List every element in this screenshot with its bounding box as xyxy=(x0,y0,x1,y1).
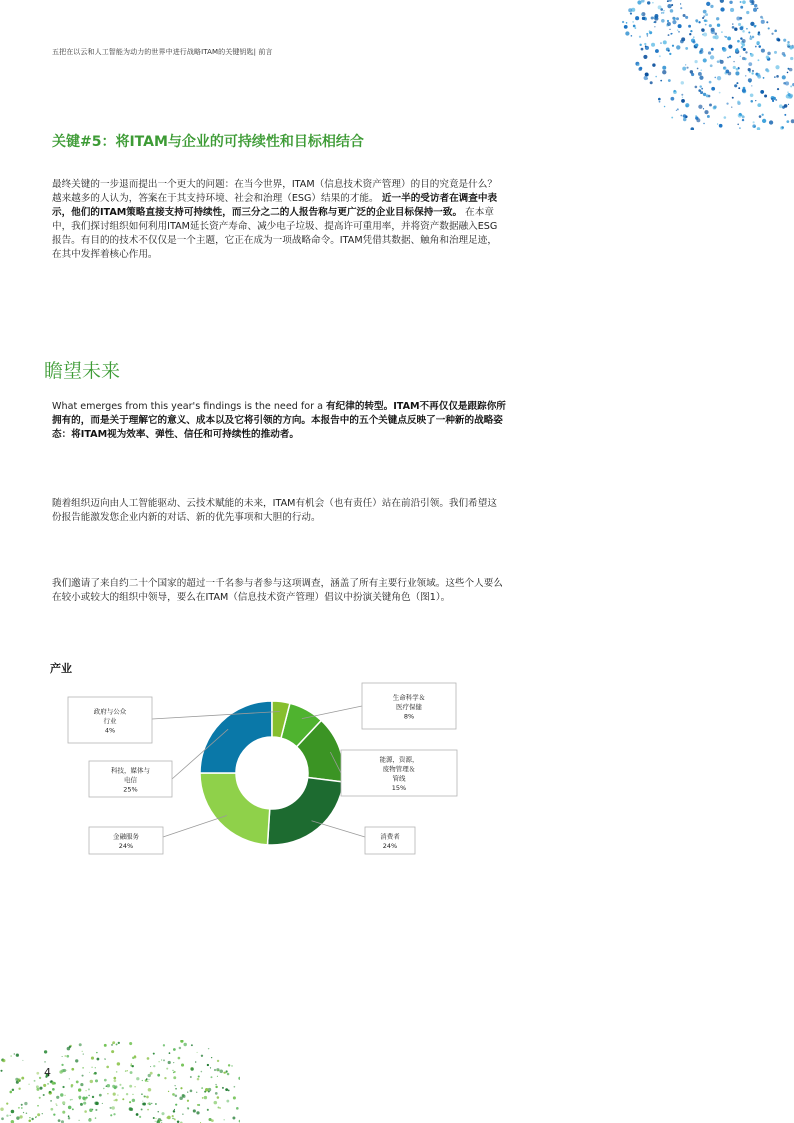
category-label: 科技，媒体与 xyxy=(111,766,150,775)
donut-slice xyxy=(200,701,272,773)
value-label: 25% xyxy=(123,785,138,794)
key5-text-b: 在本章中，我们探讨组织如何利用ITAM延长资产寿命、减少电子垃圾、提高许可重用率，并将资产数据融入ESG报告。有目的的技术不仅仅是一个主题，它正在成为一项战略命令。ITAM凭借其数据、触角和治理足迹，在其中发挥着核心作用。 xyxy=(52,207,498,260)
dotted-swirl-decoration-top xyxy=(510,0,794,130)
category-label: 废物管理＆ xyxy=(382,765,416,773)
value-label: 24% xyxy=(382,842,398,850)
future-p1-bold: 有纪律的转型。ITAM不再仅仅是跟踪你所拥有的，而是关于理解它的意义、成本以及它将引领的方向。本报告中的五个关键点反映了一种新的战略姿态：将ITAM视为效率、弹性、信任和可持续性的推动者。 xyxy=(52,401,506,440)
value-label: 15% xyxy=(391,784,407,792)
donut-slice xyxy=(200,773,270,845)
value-label: 8% xyxy=(403,712,415,721)
category-label: 消费者 xyxy=(380,832,400,841)
future-heading: 瞻望未来 xyxy=(44,360,121,382)
page-number: 4 xyxy=(44,1066,51,1079)
category-label: 政府与公众 xyxy=(93,707,127,716)
running-header: 五把在以云和人工智能为动力的世界中进行战略ITAM的关键钥匙| 前言 xyxy=(52,48,273,56)
industry-donut-chart xyxy=(0,670,794,900)
value-label: 24% xyxy=(118,842,134,850)
future-paragraph-1 xyxy=(52,400,506,442)
category-label: 电信 xyxy=(124,775,137,784)
leader-line xyxy=(312,821,365,837)
category-label: 金融服务 xyxy=(113,832,139,841)
key5-heading: 关键#5：将ITAM与企业的可持续性和目标相结合 xyxy=(52,134,364,150)
category-label: 生命科学＆ xyxy=(392,693,426,702)
key5-text-a: 最终关键的一步退而提出一个更大的问题：在当今世界，ITAM（信息技术资产管理）的目的究竟是什么？越来越多的人认为，答案在于其支持环境、社会和治理（ESG）结果的才能。 xyxy=(52,179,497,204)
donut-slice xyxy=(267,778,343,845)
category-label: 能源，资源， xyxy=(379,755,419,764)
chart-title: 产业 xyxy=(50,662,72,675)
category-label: 管线 xyxy=(392,774,406,783)
dotted-swirl-decoration-bottom xyxy=(0,1040,240,1123)
key5-text-bold: 近一半的受访者在调查中表示，他们的ITAM策略直接支持可持续性，而三分之二的人报告称与更广泛的企业目标保持一致。 xyxy=(52,193,498,218)
value-label: 4% xyxy=(104,726,116,735)
future-p1-plain: What emerges from this year's findings is the need for a xyxy=(52,401,327,412)
category-label: 行业 xyxy=(103,716,117,725)
future-paragraph-3: 我们邀请了来自约二十个国家的超过一千名参与者参与这项调查，涵盖了所有主要行业领域。这些个人要么在较小或较大的组织中领导，要么在ITAM（信息技术资产管理）倡议中扮演关键角色（图1）。 xyxy=(52,578,503,603)
key5-paragraph xyxy=(52,178,506,262)
leader-line xyxy=(163,815,227,837)
future-paragraph-2: 随着组织迈向由人工智能驱动、云技术赋能的未来，ITAM有机会（也有责任）站在前沿引领。我们希望这份报告能激发您企业内新的对话、新的优先事项和大胆的行动。 xyxy=(52,498,497,523)
category-label: 医疗保健 xyxy=(396,702,422,711)
